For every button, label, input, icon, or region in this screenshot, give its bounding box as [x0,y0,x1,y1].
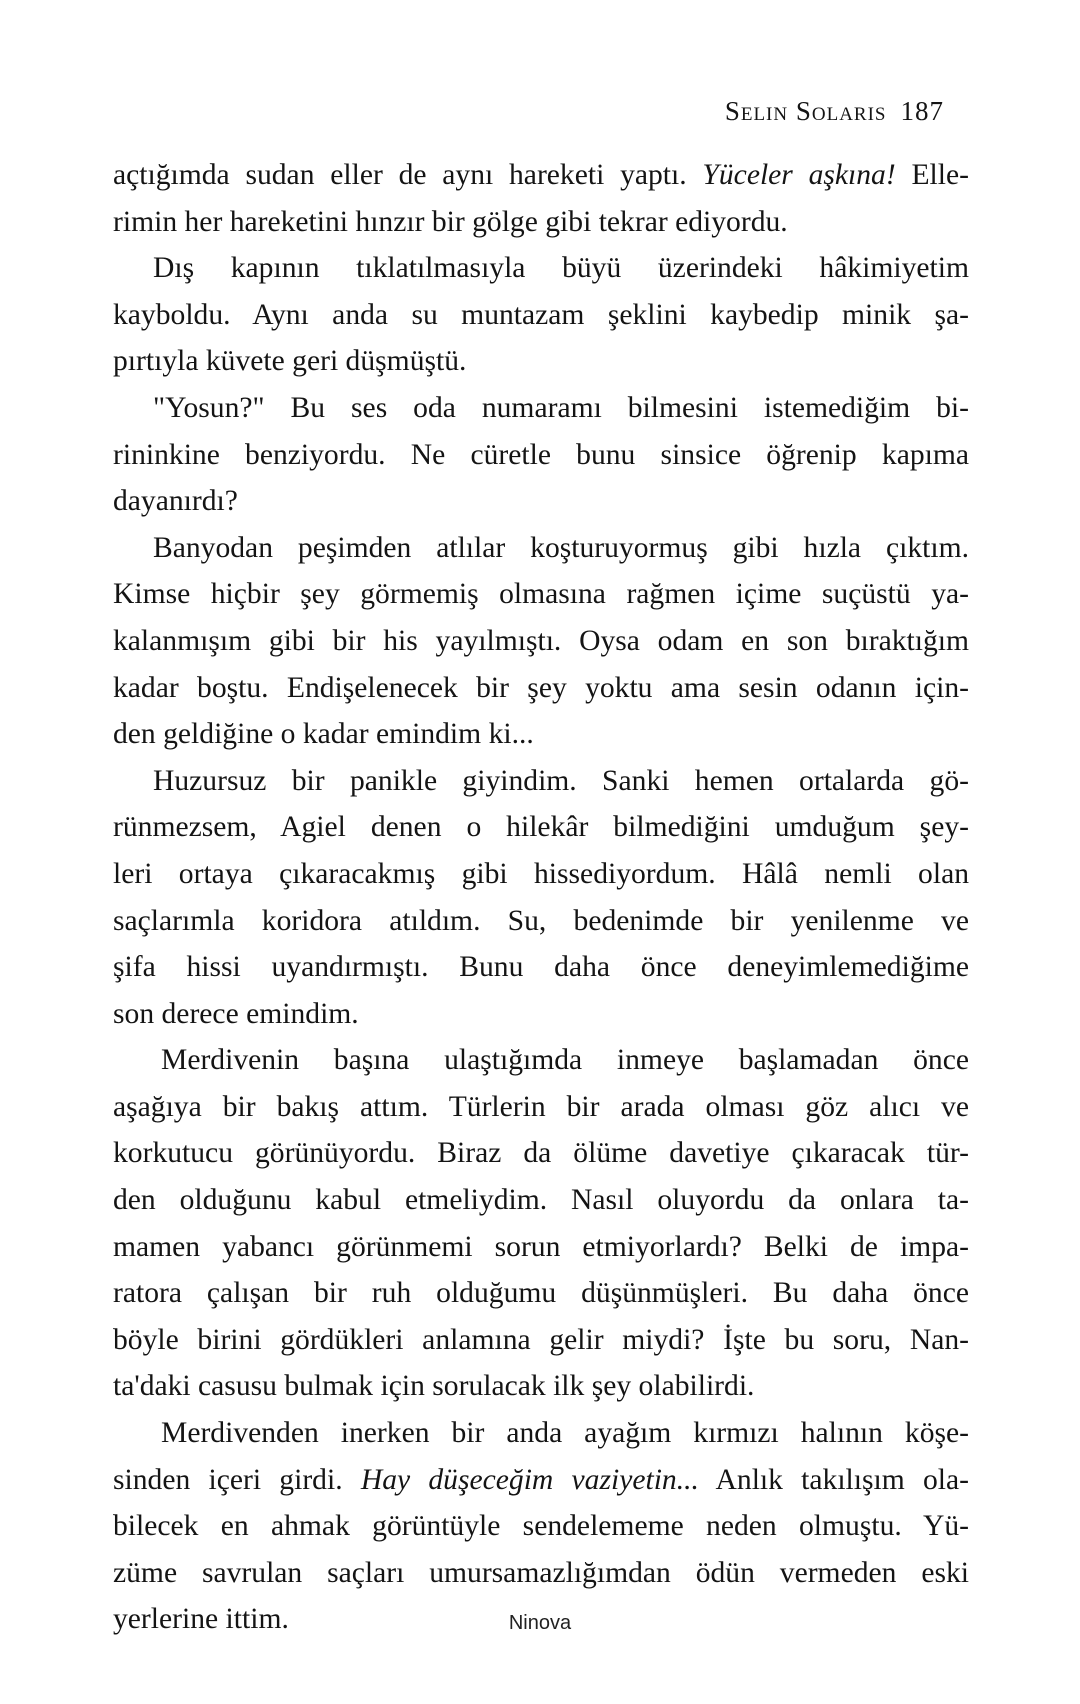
text-line: aşağıya bir bakış attım. Türlerin bir arada olması göz alıcı ve [113,1090,969,1123]
running-head [725,96,944,127]
text-line: şifa hissi uyandırmıştı. Bunu daha önce deneyimlemediğime [113,951,969,984]
text-line: açtığımda sudan eller de aynı hareketi yaptı. Yüceler aşkına! Elle- [113,159,969,191]
text-line: saçlarımla koridora atıldım. Su, bedenimde bir yenilenme ve [113,904,969,937]
text-line: kalanmışım gibi bir his yayılmıştı. Oysa odam en son bıraktığım [113,624,969,657]
text-line: ratora çalışan bir ruh olduğumu düşünmüşleri. Bu daha önce [113,1277,969,1310]
text-line: rünmezsem, Agiel denen o hilekâr bilmediğini umduğum şey- [113,811,969,844]
text-line: bilecek en ahmak görüntüyle sendelememe neden olmuştu. Yü- [113,1510,969,1543]
text-line: yerlerine ittim. [113,1603,289,1636]
text-line: Dış kapının tıklatılmasıyla büyü üzerindeki hâkimiyetim [153,252,969,285]
text-line: Kimse hiçbir şey görmemiş olmasına rağmen içime suçüstü ya- [113,578,969,611]
text-line: leri ortaya çıkaracakmış gibi hissediyordum. Hâlâ nemli olan [113,857,969,890]
text-line: kadar boştu. Endişelenecek bir şey yoktu ama sesin odanın için- [113,671,969,704]
text-line: kayboldu. Aynı anda su muntazam şeklini kaybedip minik şa- [113,298,969,331]
text-line: dayanırdı? [113,485,238,518]
text-line: sinden içeri girdi. Hay düşeceğim vaziyetin... Anlık takılışım ola- [113,1463,970,1496]
text-line: Merdivenden inerken bir anda ayağım kırmızı halının köşe- [161,1417,969,1450]
running-title: Selin Solaris [724,96,887,126]
text-line: den olduğunu kabul etmeliydim. Nasıl oluyordu da onlara ta- [113,1184,969,1217]
body-text [113,152,969,1643]
italic-phrase: Yüceler aşkına! [702,159,896,191]
text-line: korkutucu görünüyordu. Biraz da ölüme davetiye çıkaracak tür- [113,1137,969,1170]
text-line: mamen yabancı görünmemi sorun etmiyorlardı? Belki de impa- [113,1230,969,1263]
text-line: zümе savrulan saçları umursamazlığımdan ödün vermeden eski [113,1556,969,1589]
text-line: den geldiğine o kadar emindim ki... [113,718,534,751]
publisher-footer: Ninova [508,1612,572,1634]
text-line: böyle birini gördükleri anlamına gelir miydi? İşte bu soru, Nan- [113,1323,969,1356]
text-line: Huzursuz bir panikle giyindim. Sanki hemen ortalarda gö- [153,764,969,797]
text-line: ta'daki casusu bulmak için sorulacak ilk şey olabilirdi. [113,1370,755,1403]
text-line: son derece emindim. [113,997,359,1030]
text-line: "Yosun?" Bu ses oda numaramı bilmesini istemediğim bi- [153,391,969,424]
text-line: rimin her hareketini hınzır bir gölge gibi tekrar ediyordu. [113,205,788,238]
text-line: Banyodan peşimden atlılar koşturuyormuş gibi hızla çıktım. [153,531,969,564]
text-line: Merdivenin başına ulaştığımda inmeye başlamadan önce [161,1044,969,1077]
text-line: rininkine benziyordu. Ne cüretle bunu sinsice öğrenip kapıma [113,438,969,471]
text-line: pırtıyla küvete geri düşmüştü. [113,345,467,378]
italic-phrase: Hay düşeceğim vaziyetin... [360,1463,699,1496]
page-number: 187 [900,96,944,126]
